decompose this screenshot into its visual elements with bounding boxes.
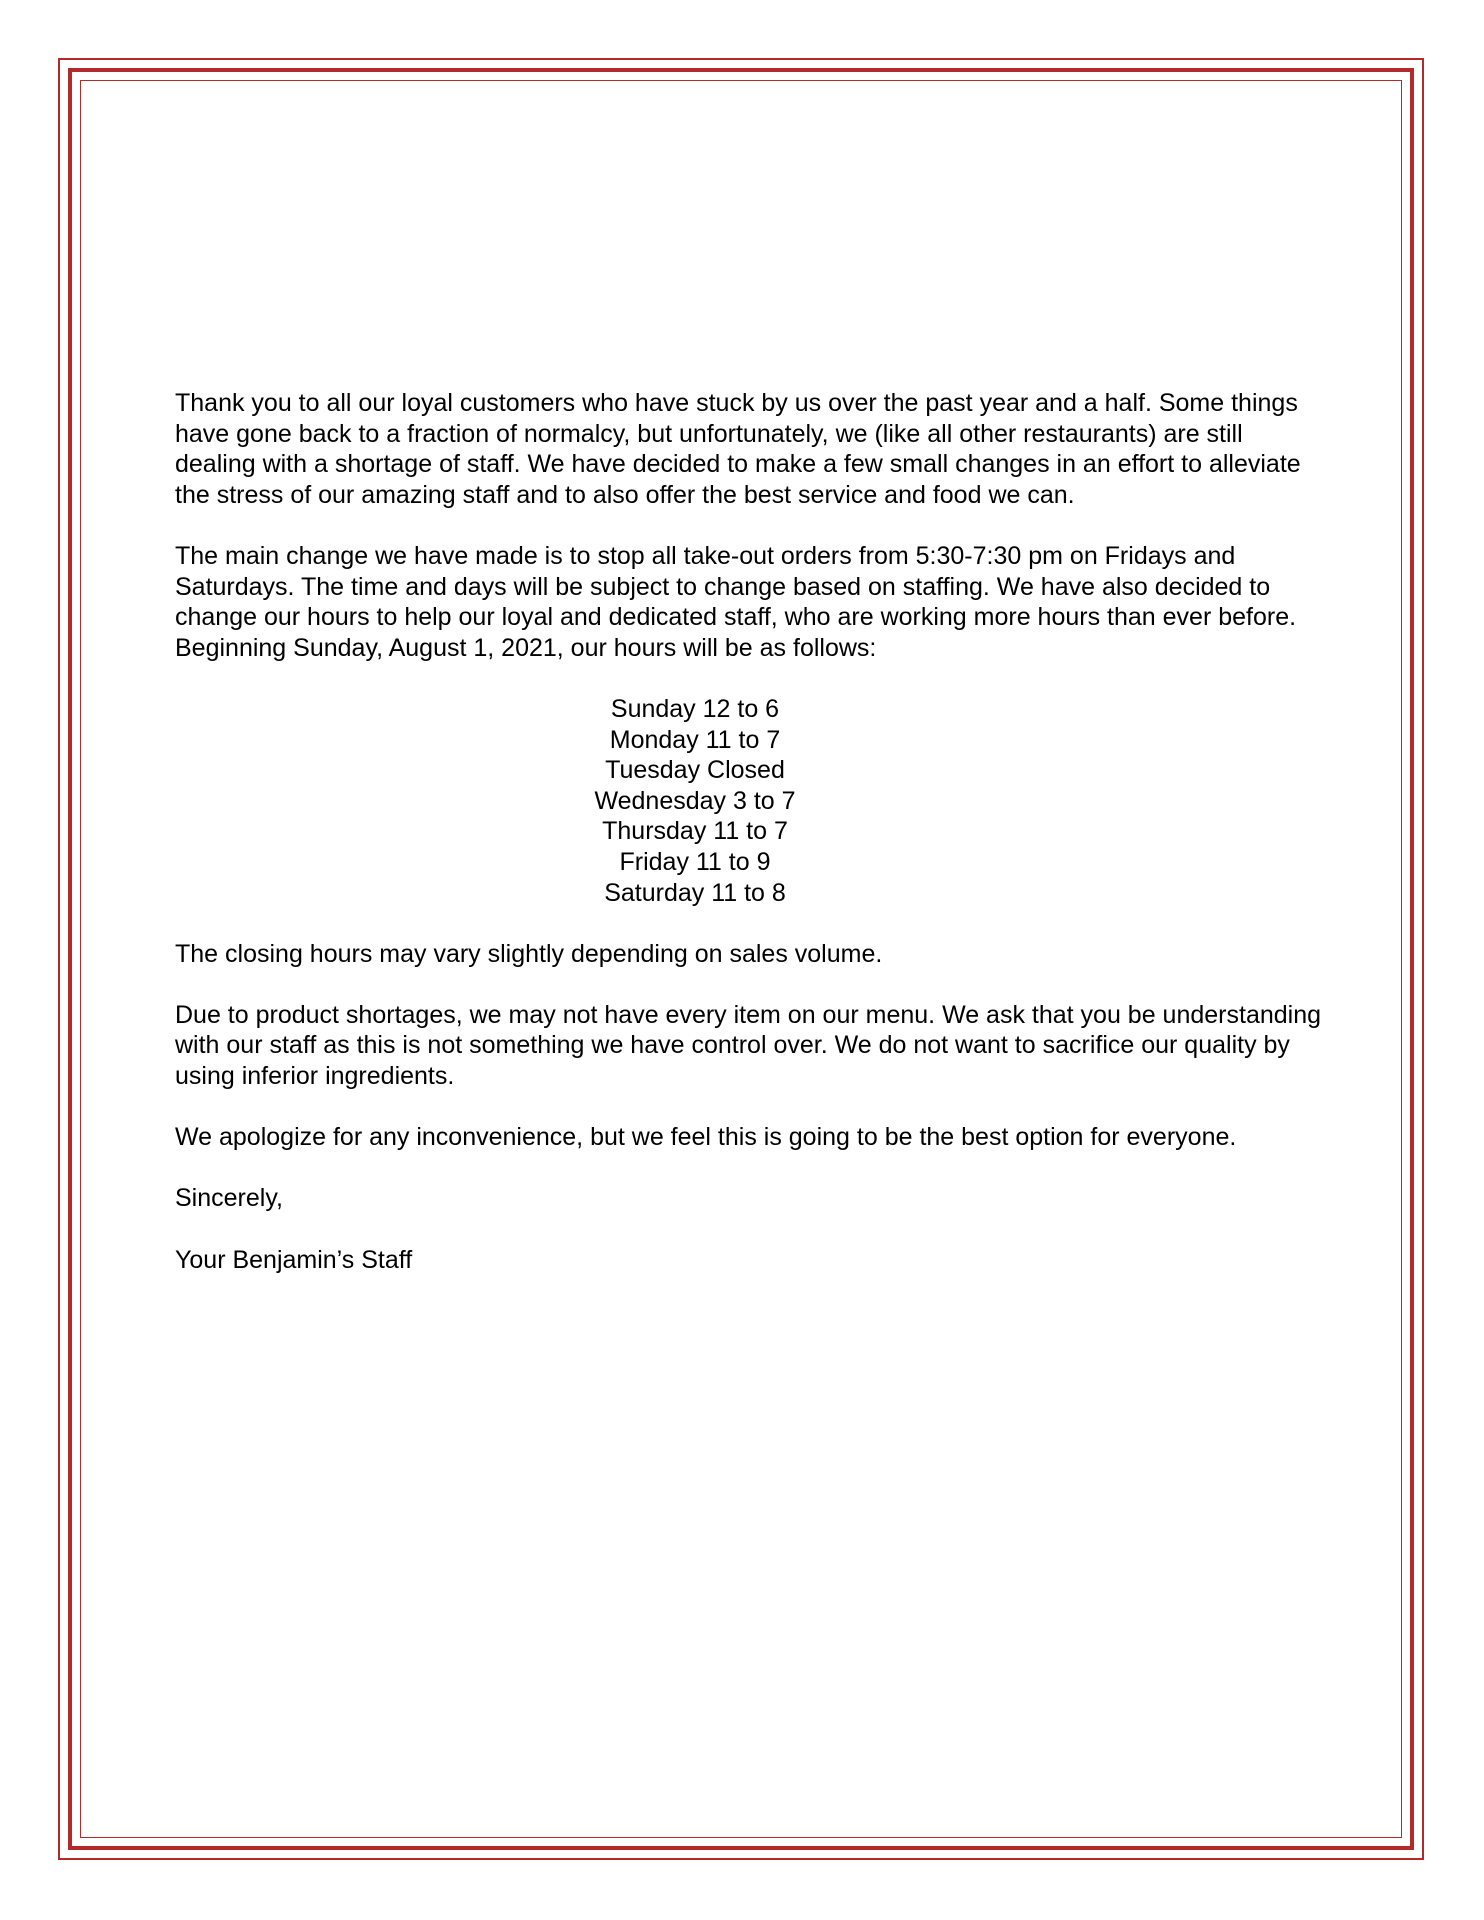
paragraph-thank-you: Thank you to all our loyal customers who have stuck by us over the past year and a half. Some things have gone back to a fraction of normalcy, but unfortunately, we (like all other restaurants) are still dealing with a shortage of staff. We have decided to make a few small changes in an effort to alleviate the stress of our amazing staff and to also offer the best service and food we can.: [175, 389, 1301, 509]
hours-list: [175, 694, 1325, 908]
paragraph-main-change: The main change we have made is to stop all take-out orders from 5:30-7:30 pm on Fridays and Saturdays. The time and days will be subject to change based on staffing. We have also decided to change our hours to help our loyal and dedicated staff, who are working more hours than ever before. Beginning Sunday, August 1, 2021, our hours will be as follows:: [175, 541, 1297, 662]
closing-salutation: Sincerely,: [175, 1184, 283, 1213]
hours-friday: Friday 11 to 9: [619, 847, 771, 876]
hours-tuesday: Tuesday Closed: [605, 756, 785, 785]
signature: Your Benjamin’s Staff: [175, 1245, 413, 1274]
hours-monday: Monday 11 to 7: [609, 725, 781, 754]
letter-body: [175, 388, 1325, 1306]
paragraph-apology: We apologize for any inconvenience, but we feel this is going to be the best option for everyone.: [175, 1123, 1237, 1152]
paragraph-closing-hours: The closing hours may vary slightly depending on sales volume.: [175, 939, 883, 968]
paragraph-product-shortages: Due to product shortages, we may not have every item on our menu. We ask that you be understanding with our staff as this is not something we have control over. We do not want to sacrifice our quality by using inferior ingredients.: [175, 1000, 1322, 1091]
hours-wednesday: Wednesday 3 to 7: [594, 786, 796, 815]
hours-sunday: Sunday 12 to 6: [610, 694, 780, 723]
hours-saturday: Saturday 11 to 8: [604, 878, 786, 907]
hours-thursday: Thursday 11 to 7: [602, 817, 788, 846]
